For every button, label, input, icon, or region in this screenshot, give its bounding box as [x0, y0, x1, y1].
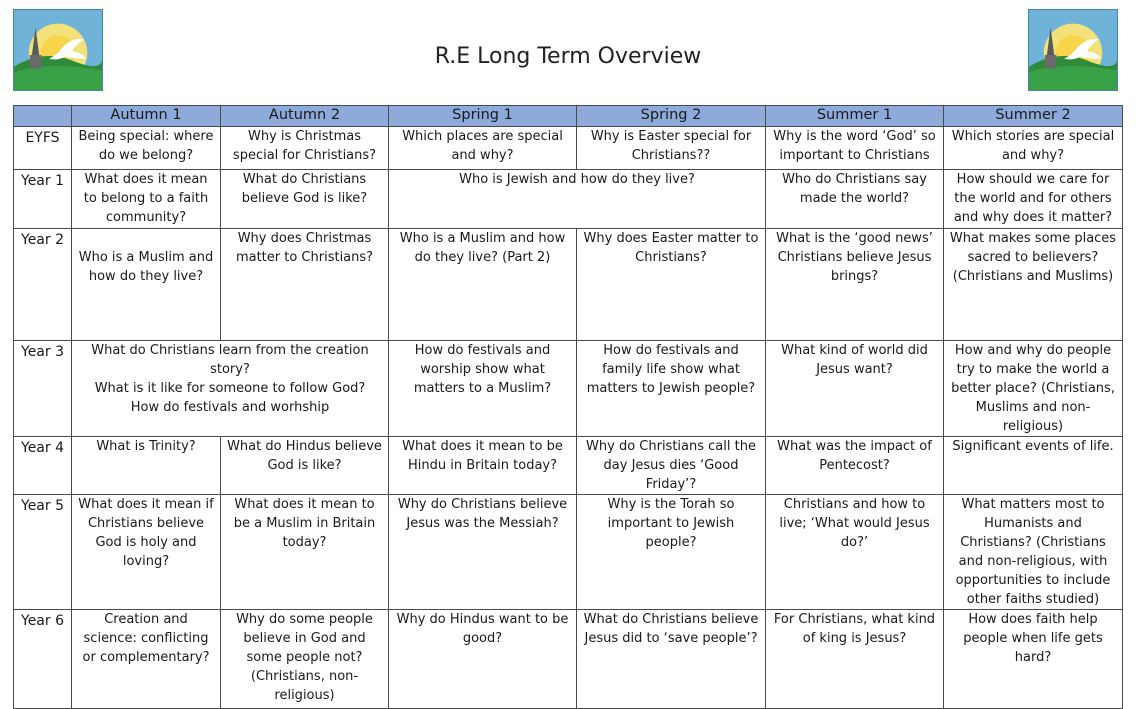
row-label-year-6: Year 6	[14, 610, 72, 709]
cell-year2-summer-2: What makes some places sacred to believers? (Christians and Muslims)	[944, 229, 1123, 341]
cell-year4-summer-1: What was the impact of Pentecost?	[766, 437, 944, 495]
table-row	[14, 341, 1123, 437]
cell-year1-summer-2: How should we care for the world and for others and why does it matter?	[944, 170, 1123, 229]
table-row	[14, 495, 1123, 610]
cell-year2-summer-1: What is the ‘good news’ Christians believe Jesus brings?	[766, 229, 944, 341]
cell-year5-summer-2: What matters most to Humanists and Christians? (Christians and non-religious, with opportunities to include other faiths studied)	[944, 495, 1123, 610]
row-label-year-1: Year 1	[14, 170, 72, 229]
cell-year2-spring-1: Who is a Muslim and how do they live? (Part 2)	[389, 229, 577, 341]
cell-eyfs-summer-1: Why is the word ‘God’ so important to Christians	[766, 127, 944, 170]
cell-year5-spring-1: Why do Christians believe Jesus was the Messiah?	[389, 495, 577, 610]
cell-year5-spring-2: Why is the Torah so important to Jewish people?	[577, 495, 766, 610]
cell-year3-spring-1: How do festivals and worship show what matters to a Muslim?	[389, 341, 577, 437]
row-label-year-2: Year 2	[14, 229, 72, 341]
cell-year1-spring: Who is Jewish and how do they live?	[389, 170, 766, 229]
table-row	[14, 127, 1123, 170]
cell-year3-spring-2: How do festivals and family life show what matters to Jewish people?	[577, 341, 766, 437]
cell-year2-autumn-1: Who is a Muslim and how do they live?	[72, 229, 221, 341]
cell-year2-spring-2: Why does Easter matter to Christians?	[577, 229, 766, 341]
table-row	[14, 229, 1123, 341]
header-corner	[14, 106, 72, 127]
cell-year2-autumn-2: Why does Christmas matter to Christians?	[221, 229, 389, 341]
year3-autumn-line-1: What do Christians learn from the creation story?	[91, 343, 369, 377]
header-row	[14, 106, 1123, 127]
header-summer-1: Summer 1	[766, 106, 944, 127]
cell-year1-autumn-2: What do Christians believe God is like?	[221, 170, 389, 229]
cell-year6-summer-1: For Christians, what kind of king is Jesus?	[766, 610, 944, 709]
year3-autumn-line-2: What is it like for someone to follow God?	[94, 381, 366, 396]
cell-year6-spring-1: Why do Hindus want to be good?	[389, 610, 577, 709]
cell-year1-autumn-1: What does it mean to belong to a faith community?	[72, 170, 221, 229]
row-label-year-3: Year 3	[14, 341, 72, 437]
header-spring-1: Spring 1	[389, 106, 577, 127]
cell-year3-autumn	[72, 341, 389, 437]
cell-year5-autumn-1: What does it mean if Christians believe God is holy and loving?	[72, 495, 221, 610]
cell-eyfs-spring-2: Why is Easter special for Christians??	[577, 127, 766, 170]
cell-year6-spring-2: What do Christians believe Jesus did to ‘save people’?	[577, 610, 766, 709]
cell-eyfs-autumn-1: Being special: where do we belong?	[72, 127, 221, 170]
page-title: R.E Long Term Overview	[434, 44, 702, 69]
cell-year4-autumn-1: What is Trinity?	[72, 437, 221, 495]
cell-year5-autumn-2: What does it mean to be a Muslim in Britain today?	[221, 495, 389, 610]
header-autumn-2: Autumn 2	[221, 106, 389, 127]
cell-year1-summer-1: Who do Christians say made the world?	[766, 170, 944, 229]
year3-autumn-line-3: How do festivals and worhship	[130, 400, 330, 415]
cell-year6-summer-2: How does faith help people when life gets hard?	[944, 610, 1123, 709]
cell-year4-autumn-2: What do Hindus believe God is like?	[221, 437, 389, 495]
header-summer-2: Summer 2	[944, 106, 1123, 127]
cell-year5-summer-1: Christians and how to live; ‘What would Jesus do?’	[766, 495, 944, 610]
cell-year3-summer-1: What kind of world did Jesus want?	[766, 341, 944, 437]
cell-eyfs-autumn-2: Why is Christmas special for Christians?	[221, 127, 389, 170]
cell-eyfs-summer-2: Which stories are special and why?	[944, 127, 1123, 170]
cell-year3-summer-2: How and why do people try to make the world a better place? (Christians, Muslims and non-religious)	[944, 341, 1123, 437]
table-row	[14, 437, 1123, 495]
row-label-eyfs: EYFS	[14, 127, 72, 170]
cell-year4-spring-1: What does it mean to be Hindu in Britain today?	[389, 437, 577, 495]
row-label-year-4: Year 4	[14, 437, 72, 495]
row-label-year-5: Year 5	[14, 495, 72, 610]
cell-year6-autumn-1: Creation and science: conflicting or complementary?	[72, 610, 221, 709]
cell-year6-autumn-2: Why do some people believe in God and some people not? (Christians, non-religious)	[221, 610, 389, 709]
cell-year4-spring-2: Why do Christians call the day Jesus dies ‘Good Friday’?	[577, 437, 766, 495]
cell-year4-summer-2: Significant events of life.	[944, 437, 1123, 495]
header-spring-2: Spring 2	[577, 106, 766, 127]
table-row	[14, 170, 1123, 229]
overview-table	[13, 105, 1123, 709]
header-autumn-1: Autumn 1	[72, 106, 221, 127]
cell-eyfs-spring-1: Which places are special and why?	[389, 127, 577, 170]
